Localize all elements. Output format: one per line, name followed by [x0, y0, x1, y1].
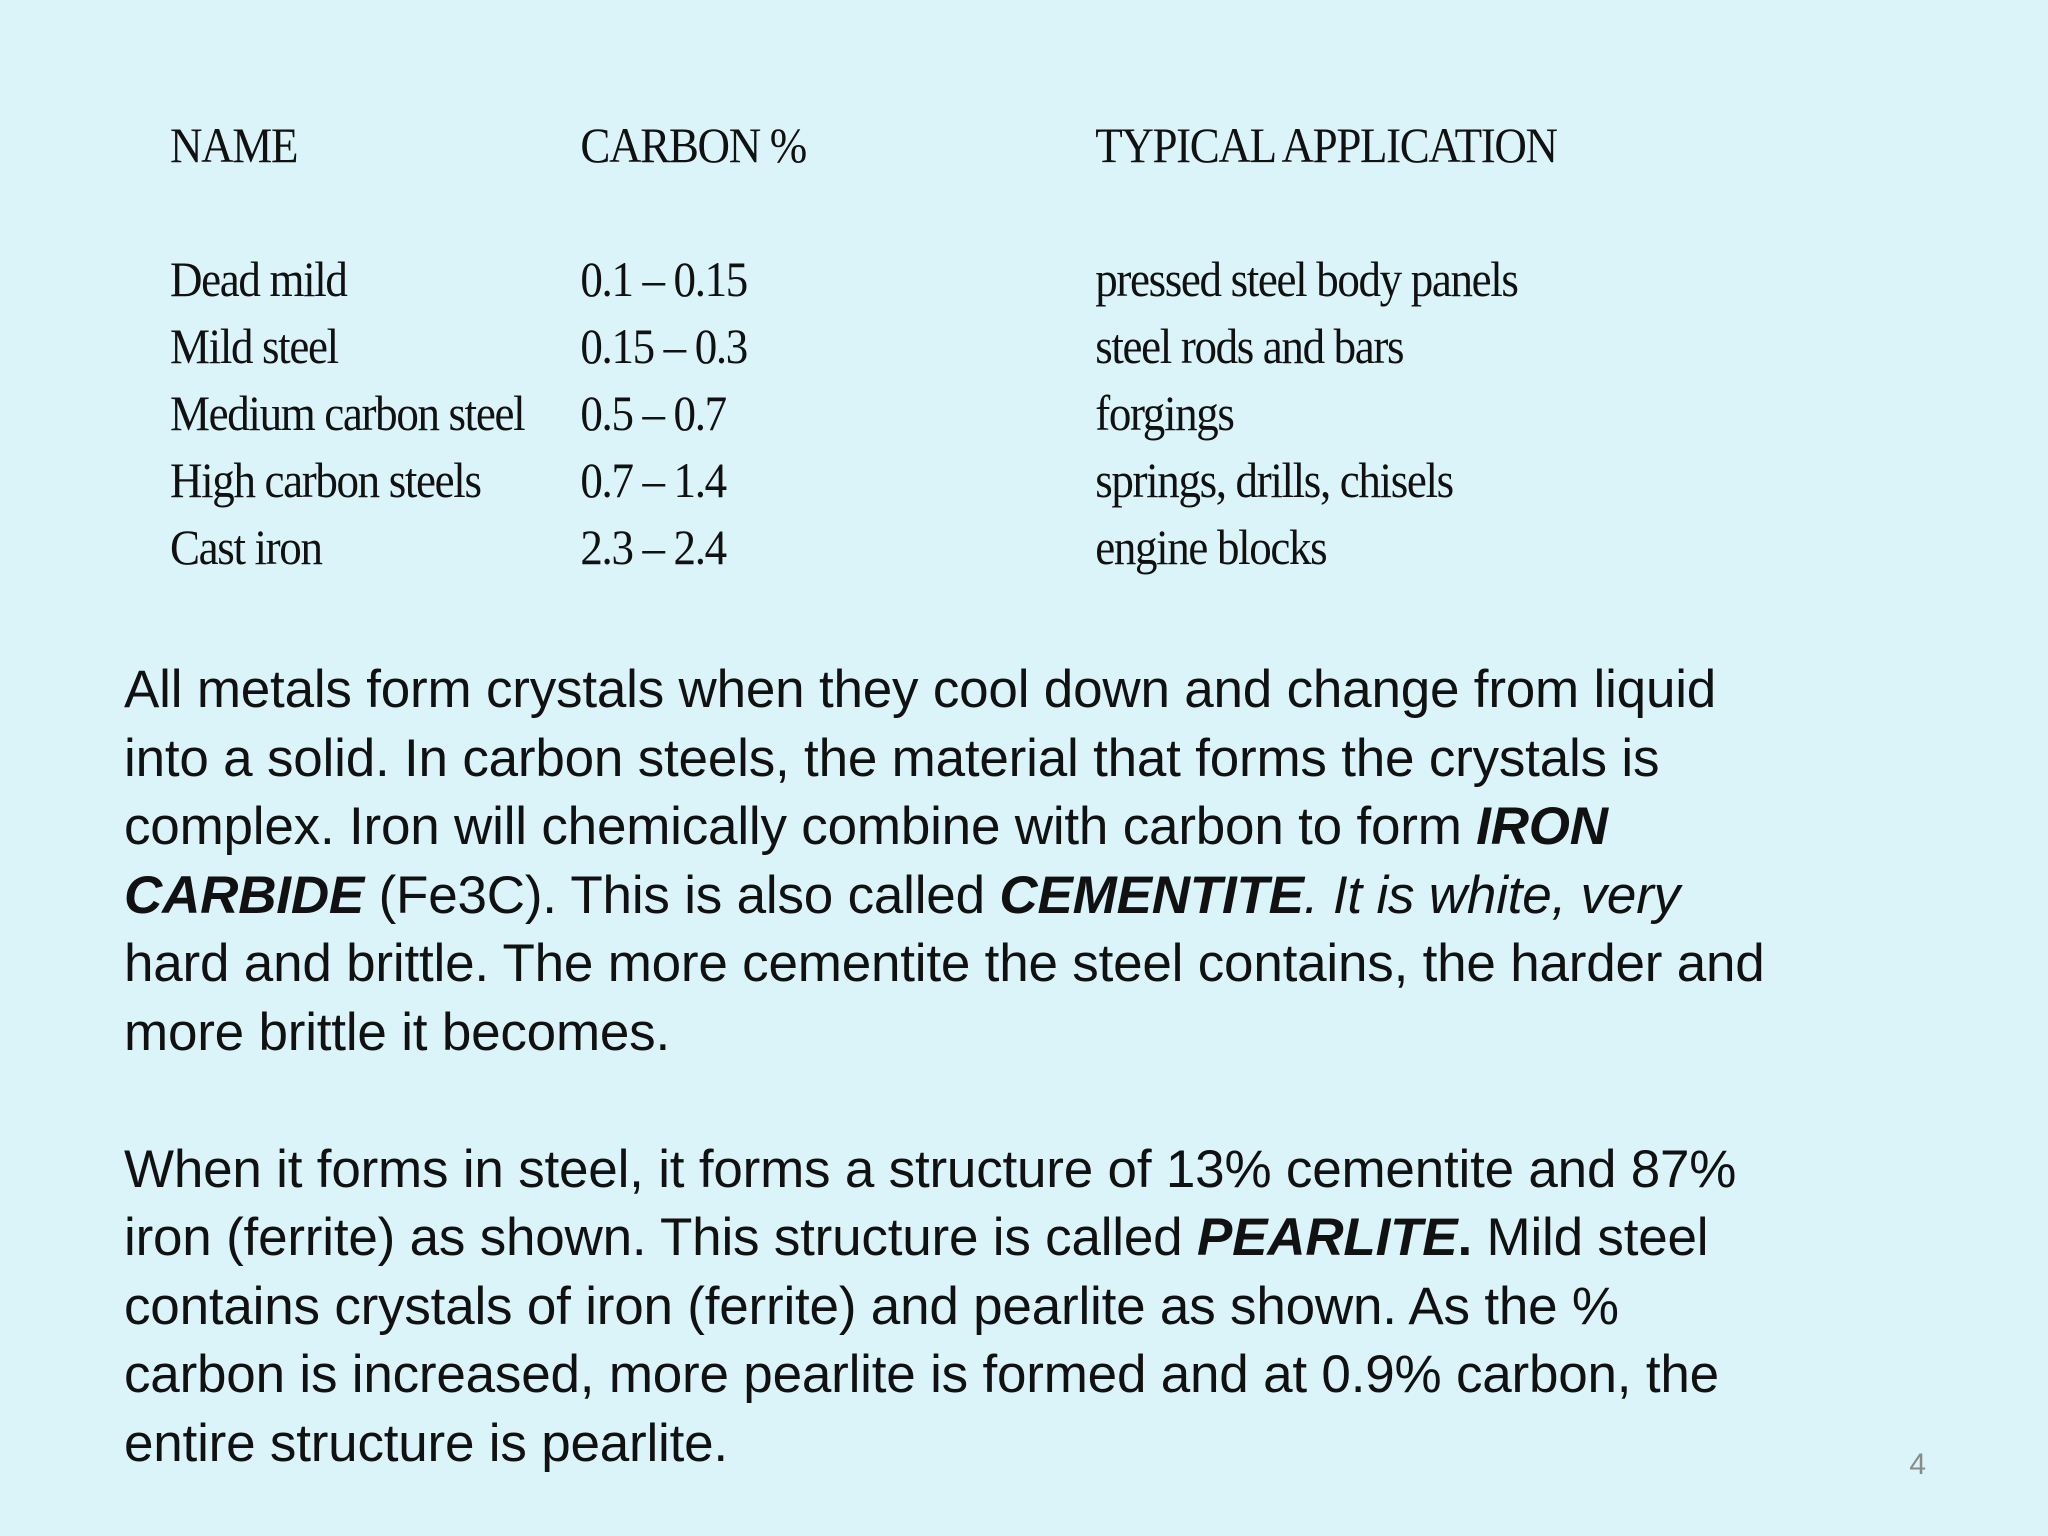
table-header-row	[170, 112, 1635, 179]
table-row	[170, 447, 1635, 514]
text-line	[124, 862, 2004, 931]
text-run: Mild steel	[1471, 1208, 1709, 1267]
table-row	[170, 380, 1635, 447]
table-row	[170, 246, 1635, 313]
text-line	[124, 1273, 2004, 1342]
cell-name: Medium carbon steel	[170, 385, 525, 441]
cell-name: Cast iron	[170, 519, 322, 575]
text-line	[124, 1136, 2004, 1205]
text-line	[124, 1204, 2004, 1273]
header-name: NAME	[170, 117, 298, 173]
table-row	[170, 313, 1635, 380]
cell-application: forgings	[1095, 385, 1234, 441]
text-run: carbon is increased, more pearlite is formed and at 0.9% carbon, the	[124, 1345, 1719, 1404]
text-run: .	[1457, 1208, 1472, 1267]
carbon-steel-table	[170, 112, 1635, 581]
text-line	[124, 793, 2004, 862]
term-pearlite: PEARLITE	[1196, 1208, 1458, 1267]
text-line	[124, 930, 2004, 999]
text-line	[124, 656, 2004, 725]
cell-application: springs, drills, chisels	[1095, 452, 1453, 508]
text-run: entire structure is pearlite.	[124, 1413, 728, 1473]
term-carbide: CARBIDE	[124, 865, 365, 925]
text-run: . It is white, very	[1303, 865, 1680, 925]
cell-application: engine blocks	[1095, 519, 1327, 575]
text-line	[124, 1341, 2004, 1410]
term-cementite: CEMENTITE	[999, 865, 1304, 925]
text-run: more brittle it becomes.	[124, 1002, 671, 1062]
page-number: 4	[1909, 1448, 1926, 1481]
cell-name: Mild steel	[170, 318, 338, 374]
header-application: TYPICAL APPLICATION	[1095, 117, 1557, 173]
text-line	[124, 999, 2004, 1068]
term-iron: IRON	[1476, 797, 1608, 856]
cell-application: steel rods and bars	[1095, 318, 1404, 374]
text-run: (Fe3C). This is also called	[364, 865, 1000, 925]
text-run: All metals form crystals when they cool down and change from liquid	[124, 660, 1717, 719]
cell-carbon: 2.3 – 2.4	[580, 519, 726, 575]
text-run: contains crystals of iron (ferrite) and pearlite as shown. As the %	[124, 1276, 1619, 1336]
paragraph-cementite	[124, 656, 2004, 1067]
text-run: into a solid. In carbon steels, the material that forms the crystals is	[124, 728, 1660, 788]
table-row	[170, 514, 1635, 581]
cell-carbon: 0.7 – 1.4	[580, 452, 726, 508]
body-text	[124, 656, 2004, 1478]
paragraph-pearlite	[124, 1136, 2004, 1479]
cell-carbon: 0.15 – 0.3	[580, 318, 747, 374]
cell-name: High carbon steels	[170, 452, 481, 508]
cell-carbon: 0.5 – 0.7	[580, 385, 726, 441]
cell-carbon: 0.1 – 0.15	[580, 251, 747, 307]
text-run: When it forms in steel, it forms a structure of 13% cementite and 87%	[124, 1139, 1737, 1199]
cell-application: pressed steel body panels	[1095, 251, 1518, 307]
cell-name: Dead mild	[170, 251, 347, 307]
header-carbon: CARBON %	[580, 117, 806, 173]
text-run: complex. Iron will chemically combine with carbon to form	[124, 797, 1477, 856]
text-line	[124, 725, 2004, 794]
text-run: hard and brittle. The more cementite the steel contains, the harder and	[124, 934, 1765, 993]
text-line	[124, 1410, 2004, 1479]
text-run: iron (ferrite) as shown. This structure is called	[124, 1208, 1197, 1267]
